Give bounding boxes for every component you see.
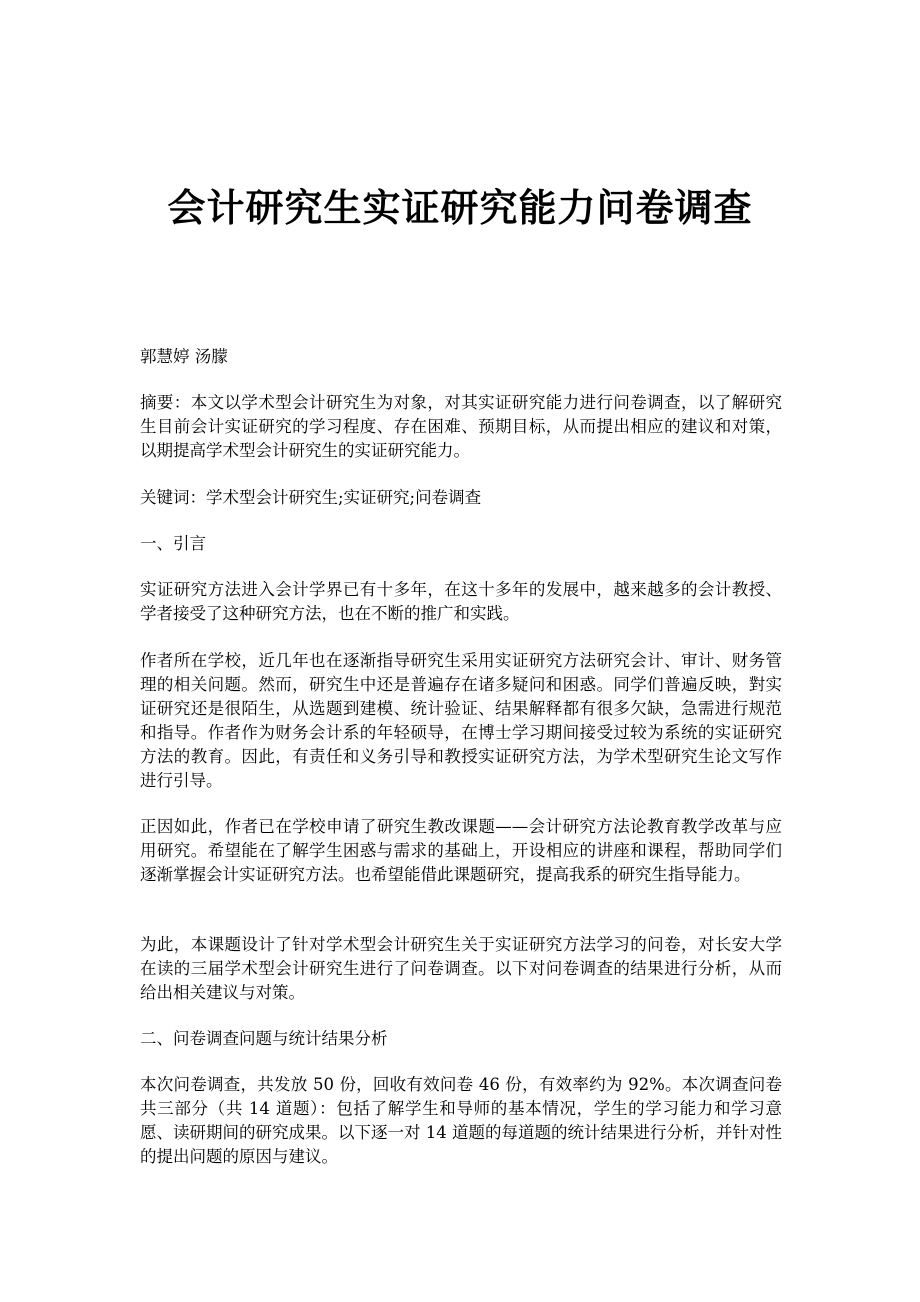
keywords-line: 关键词：学术型会计研究生;实证研究;问卷调查 xyxy=(140,488,482,507)
authors-line: 郭慧婷 汤朦 xyxy=(140,347,228,366)
body-paragraph: 正因如此，作者已在学校申请了研究生教改课题——会计研究方法论教育教学改革与应用研究。希望能在了解学生困惑与需求的基础上，开设相应的讲座和课程，帮助同学们逐渐掌握会计实证研究方法。也希望能借此课题研究，提高我系的研究生指导能力。 xyxy=(140,817,782,884)
document-title: 会计研究生实证研究能力问卷调查 xyxy=(167,186,753,230)
body-paragraph: 实证研究方法进入会计学界已有十多年，在这十多年的发展中，越来越多的会计教授、学者接受了这种研究方法，也在不断的推广和实践。 xyxy=(140,580,782,623)
section-heading-introduction: 一、引言 xyxy=(140,534,206,553)
body-paragraph: 为此，本课题设计了针对学术型会计研究生关于实证研究方法学习的问卷，对长安大学在读的三届学术型会计研究生进行了问卷调查。以下对问卷调查的结果进行分析，从而给出相关建议与对策。 xyxy=(140,935,782,1002)
section-heading-survey-analysis: 二、问卷调查问题与统计结果分析 xyxy=(140,1029,388,1048)
abstract-paragraph: 摘要：本文以学术型会计研究生为对象，对其实证研究能力进行问卷调查，以了解研究生目前会计实证研究的学习程度、存在困难、预期目标，从而提出相应的建议和对策，以期提高学术型会计研究生的实证研究能力。 xyxy=(140,393,782,460)
body-paragraph: 作者所在学校，近几年也在逐渐指导研究生采用实证研究方法研究会计、审计、财务管理的相关问题。然而，研究生中还是普遍存在诸多疑问和困惑。同学们普遍反映，對实证研究还是很陌生，从选题到建模、统计验证、结果解释都有很多欠缺，急需进行规范和指导。作者作为财务会计系的年轻硕导，在博士学习期间接受过较为系统的实证研究方法的教育。因此，有责任和义务引导和教授实证研究方法，为学术型研究生论文写作进行引导。 xyxy=(140,651,782,790)
body-paragraph: 本次问卷调查，共发放 50 份，回收有效问卷 46 份，有效率约为 92%。本次调查问卷共三部分（共 14 道题）：包括了解学生和导师的基本情况，学生的学习能力和学习意愿、读研期间的研究成果。以下逐一对 14 道题的每道题的统计结果进行分析，并针对性的提出问题的原因与建议。 xyxy=(140,1075,782,1166)
